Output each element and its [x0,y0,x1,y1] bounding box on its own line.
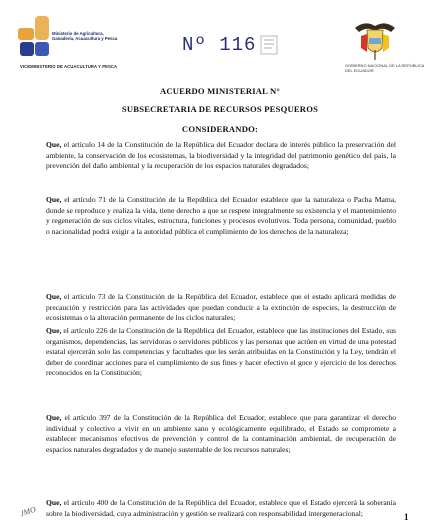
considerando-heading: CONSIDERANDO: [181,124,259,134]
stamp-icon [258,34,280,56]
government-label: GOBIERNO NACIONAL DE LA REPÚBLICA DEL ECUADOR [345,63,424,73]
subsecretariat-heading: SUBSECRETARIA DE RECURSOS PESQUEROS [121,104,319,114]
considerando-paragraph: Que, el artículo 71 de la Constitución de la República del Ecuador establece que la naturaleza o Pacha Mama, donde se reproduce y realiza la vida, tiene derecho a que se respete integralmente su existencia y el mantenimiento y regeneración de sus ciclos vitales, estructura, funciones y procesos evolutivos. Toda persona, comunidad, pueblo o nacionalidad podrá exigir a la autoridad pública el cumplimiento de los derechos de la naturaleza; [46,195,396,236]
considerando-paragraph: Que, el artículo 400 de la Constitución de la República del Ecuador, establece que el Estado ejercerá la soberanía sobre la biodiversidad, cuya administración y gestión se realizará con responsabilidad intergeneracional; [46,498,396,518]
handwritten-initials: JMO [19,504,37,519]
document-number: Nº 116 [182,34,257,56]
considerando-paragraph: Que, el artículo 14 de la Constitución de la República del Ecuador declara de interés público la preservación del ambiente, la conservación de los ecosistemas, la biodiversidad y la integridad del patrimonio genético del país, la prevención del daño ambiental y la recuperación de los espacios naturales degradados; [46,140,396,171]
agreement-title: ACUERDO MINISTERIAL N° [159,86,281,96]
page-number: 1 [404,512,409,522]
vice-ministry-label: VICEMINISTERIO DE ACUACULTURA Y PESCA [20,64,118,69]
considerando-paragraph: Que, el artículo 397 de la Constitución de la República del Ecuador, establece que para garantizar el derecho individual y colectivo a vivir en un ambiente sano y ecológicamente equilibrado, el Estado se compromete a establecer mecanismos efectivos de prevención y control de la contaminación ambiental, de recuperación de espacios naturales degradados y de manejo sustentable de los recursos naturales; [46,413,396,454]
considerando-paragraph: Que, el artículo 226 de la Constitución de la República del Ecuador, establece que las instituciones del Estado, sus organismos, dependencias, las servidoras o servidores públicos y las personas que actúen en virtud de una potestad estatal ejercerán solo las competencias y facultades que les serán atribuidas en la Constitución y la Ley, tendrán el deber de coordinar acciones para el cumplimiento de sus fines y hacer efectivo el goce y ejercicio de los derechos reconocidos en la Constitución; [46,326,396,378]
considerando-paragraph: Que, el artículo 73 de la Constitución de la República del Ecuador, establece que el estado aplicará medidas de precaución y restricción para las actividades que puedan conducir a la extinción de especies, la destrucción de ecosistemas o la alteración permanente de los ciclos naturales; [46,292,396,323]
ministry-name: Ministerio de Agricultura, Ganadería, Acuacultura y Pesca [52,31,118,41]
coat-of-arms-icon [351,18,399,62]
